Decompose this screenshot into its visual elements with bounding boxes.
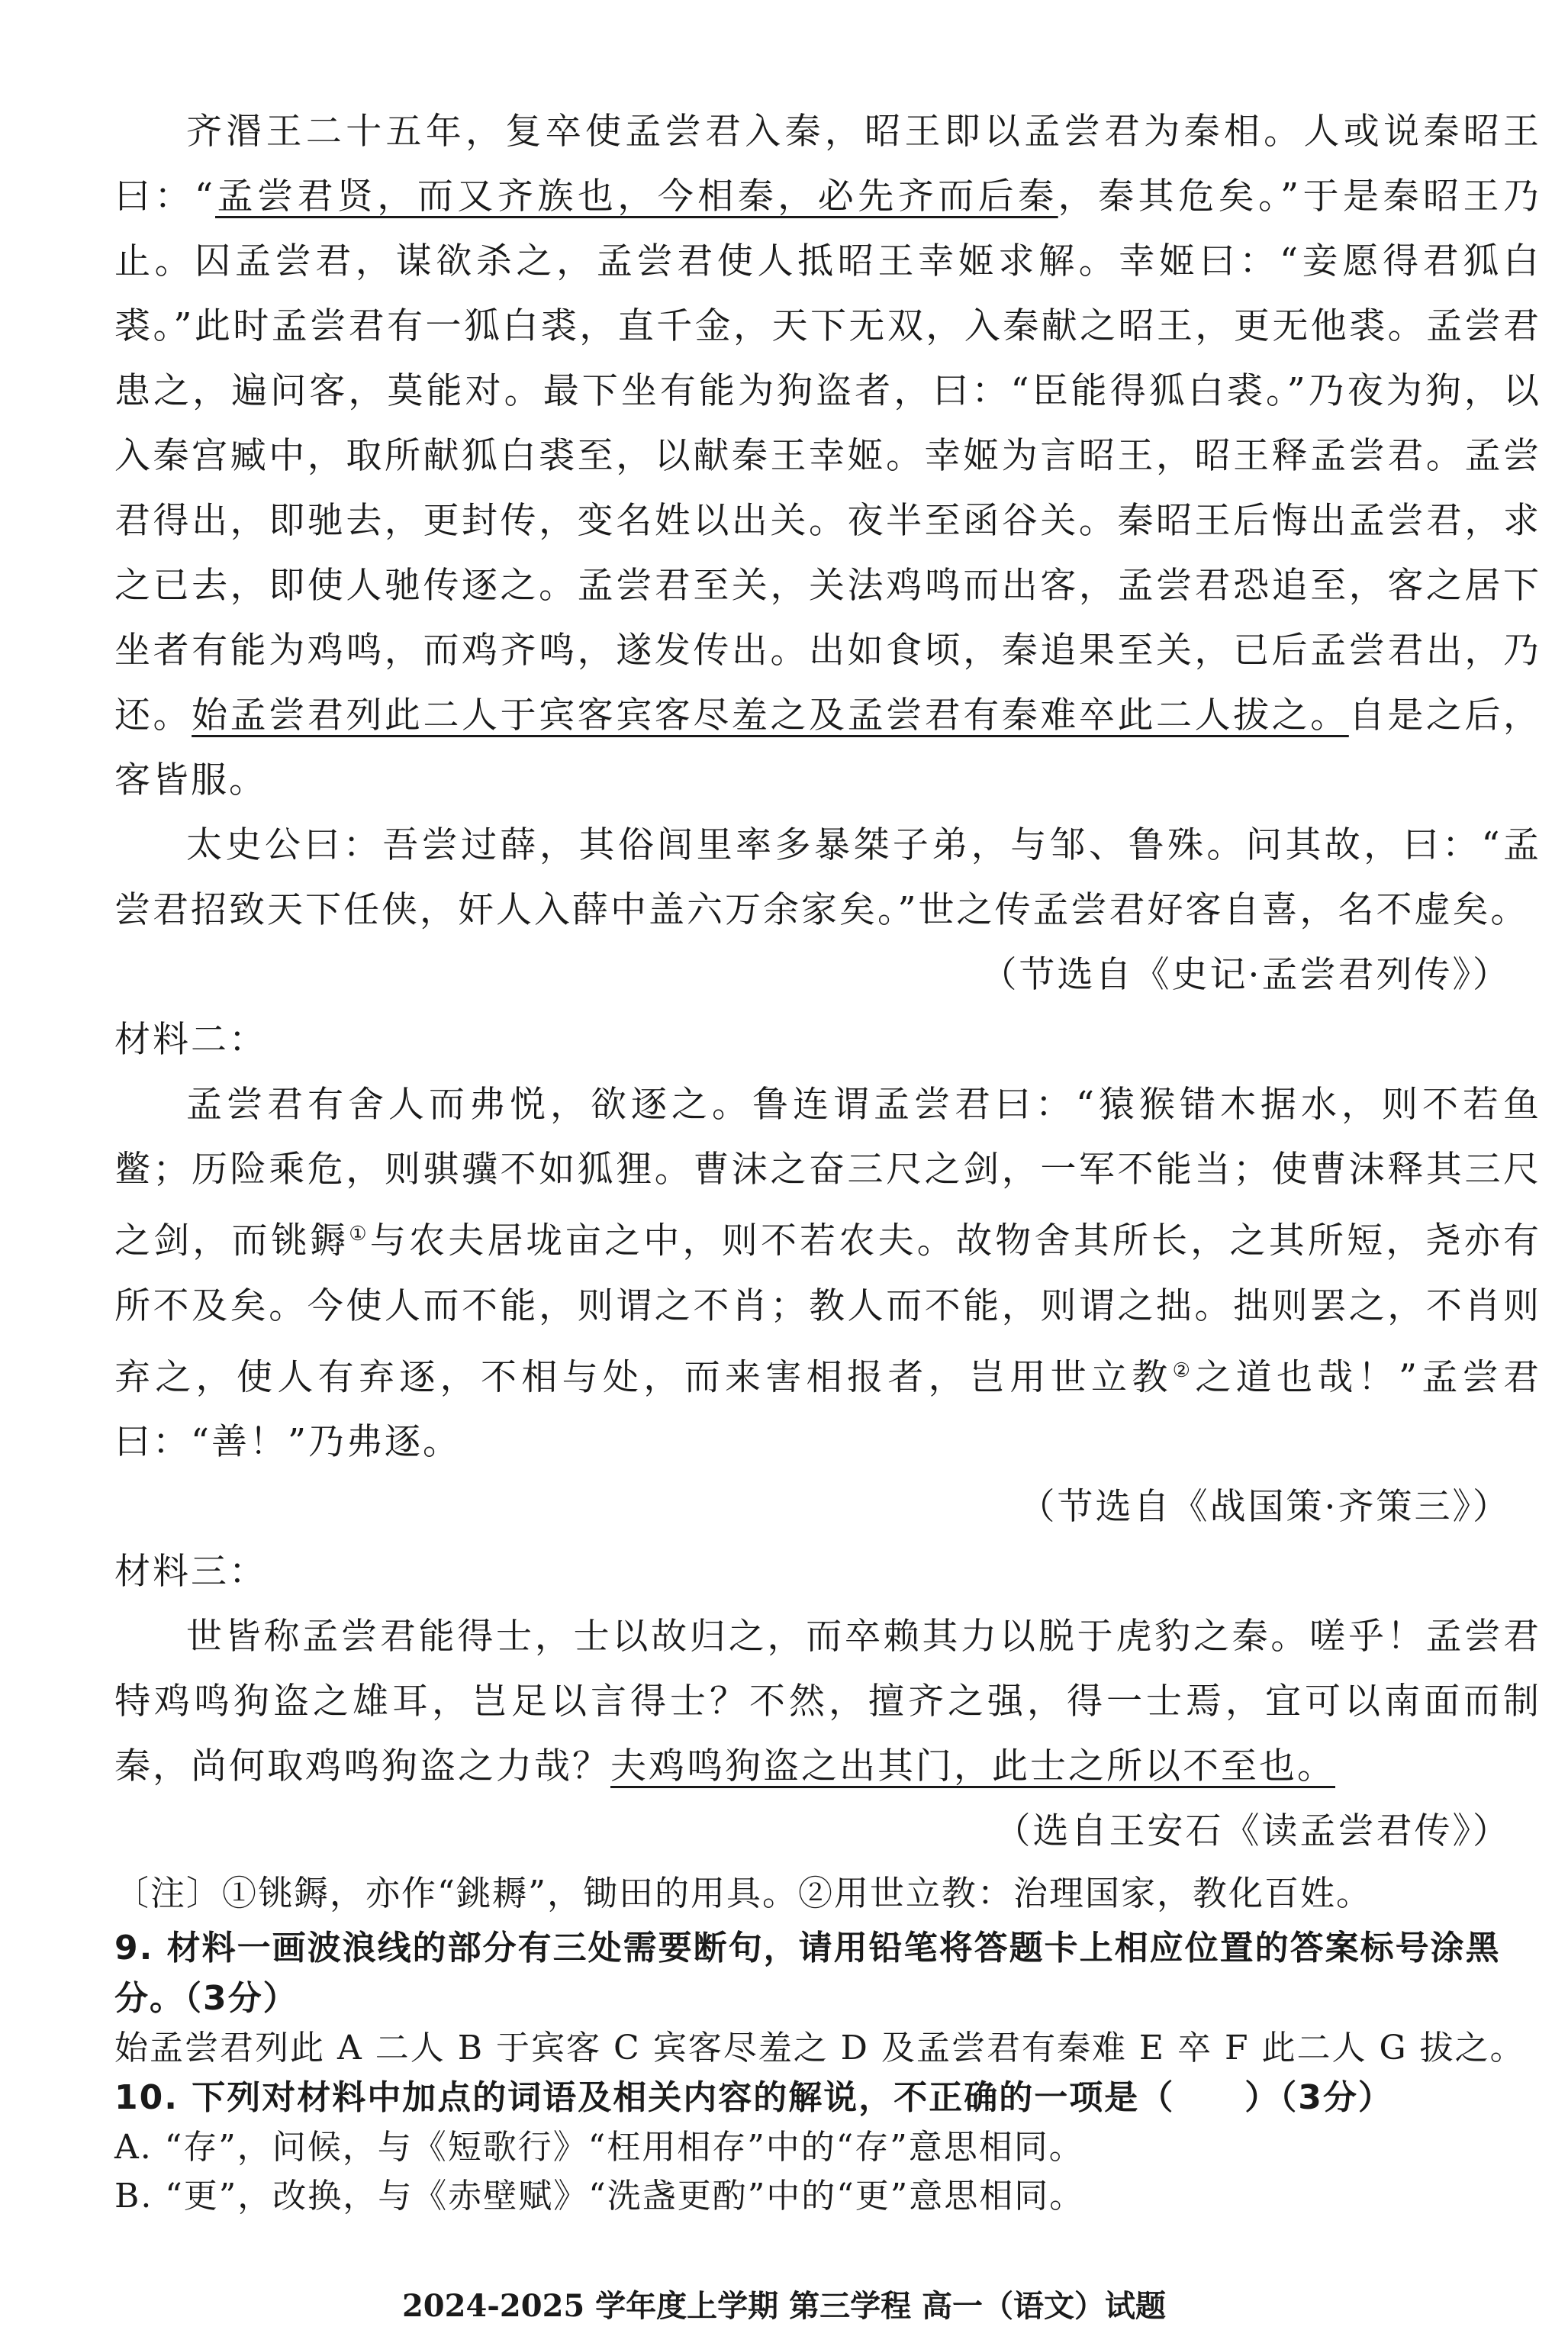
underlined-sentence: 孟尝君贤，而又齐族也，今相秦，必先齐而后秦 <box>215 176 1058 218</box>
material2-paragraph: 孟尝君有舍人而弗悦，欲逐之。鲁连谓孟尝君曰：“猿猴错木据水，则不若鱼鳖；历险乘危，则骐骥不如狐狸。曹沫之奋三尺之剑，一军不能当；使曹沫释其三尺之剑，而铫鎒①与农夫居垅亩之中，则不若农夫。故物舍其所长，之其所短，尧亦有所不及矣。今使人而不能，则谓之不肖；教人而不能，则谓之拙。拙则罢之，不肖则弃之，使人有弃逐，不相与处，而来害相报者，岂用世立教②之道也哉！”孟尝君曰：“善！”乃弗逐。 <box>114 1084 1542 1464</box>
annotation-note: 〔注〕①铫鎒，亦作“銚耨”，锄田的用具。②用世立教：治理国家，教化百姓。 <box>114 1873 1373 1914</box>
material3-paragraph: 世皆称孟尝君能得士，士以故归之，而卒赖其力以脱于虎豹之秦。嗟乎！孟尝君特鸡鸣狗盗之雄耳，岂足以言得士？不然，擅齐之强，得一士焉，宜可以南面而制秦，尚何取鸡鸣狗盗之力哉？夫鸡鸣狗盗之出其门，此士之所以不至也。 <box>114 1616 1541 1788</box>
question-10-stem: 10. 下列对材料中加点的词语及相关内容的解说，不正确的一项是（ ）（3分） <box>114 2078 1393 2118</box>
material1-source: （节选自《史记·孟尝君列传》） <box>980 954 1511 996</box>
wavy-underlined-passage: 始孟尝君列此二人于宾客宾客尽羞之及孟尝君有秦难卒此二人拔之。 <box>192 695 1349 736</box>
footnote-marker-2: ② <box>1172 1358 1196 1382</box>
material1-paragraph2: 太史公曰：吾尝过薛，其俗闾里率多暴桀子弟，与邹、鲁殊。问其故，曰：“孟尝君招致天下任侠，奸人入薛中盖六万余家矣。”世之传孟尝君好客自喜，名不虚矣。 <box>114 824 1541 931</box>
material1-paragraph1: 齐湣王二十五年，复卒使孟尝君入秦，昭王即以孟尝君为秦相。人或说秦昭王曰：“孟尝君贤，而又齐族也，今相秦，必先齐而后秦，秦其危矣。”于是秦昭王乃止。囚孟尝君，谋欲杀之，孟尝君使人抵昭王幸姬求解。幸姬曰：“妾愿得君狐白裘。”此时孟尝君有一狐白裘，直千金，天下无双，入秦献之昭王，更无他裘。孟尝君患之，遍问客，莫能对。最下坐有能为狗盗者，曰：“臣能得狐白裘。”乃夜为狗，以入秦宫臧中，取所献狐白裘至，以献秦王幸姬。幸姬为言昭王，昭王释孟尝君。孟尝君得出，即驰去，更封传，变名姓以出关。夜半至函谷关。秦昭王后悔出孟尝君，求之已去，即使人驰传逐之。孟尝君至关，关法鸡鸣而出客，孟尝君恐追至，客之居下坐者有能为鸡鸣，而鸡齐鸣，遂发传出。出如食顷，秦追果至关，已后孟尝君出，乃还。始孟尝君列此二人于宾客宾客尽羞之及孟尝君有秦难卒此二人拔之。自是之后，客皆服。 <box>114 111 1542 801</box>
footnote-marker-1: ① <box>349 1223 370 1246</box>
page-footer: 2024-2025 学年度上学期 第三学程 高一（语文）试题 <box>401 2288 1167 2324</box>
underlined-sentence-2: 夫鸡鸣狗盗之出其门，此士之所以不至也。 <box>610 1745 1335 1788</box>
material2-source: （节选自《战国策·齐策三》） <box>1019 1486 1511 1529</box>
exam-page <box>114 99 1541 2221</box>
question-10-option-a: A. “存”，问候，与《短歌行》“枉用相存”中的“存”意思相同。 <box>114 2128 1084 2167</box>
material2-label: 材料二： <box>114 1019 267 1061</box>
question-9-stem: 9. 材料一画波浪线的部分有三处需要断句，请用铅笔将答题卡上相应位置的答案标号涂黑分。（3分） <box>114 1929 1501 2019</box>
question-9-line: 始孟尝君列此 A 二人 B 于宾客 C 宾客尽羞之 D 及孟尝君有秦难 E 卒 F 此二人 G 拔之。 <box>114 2029 1525 2068</box>
material3-source: （选自王安石《读孟尝君传》） <box>994 1810 1511 1853</box>
material3-label: 材料三： <box>114 1551 267 1594</box>
question-10-option-b: B. “更”，改换，与《赤壁赋》“洗盏更酌”中的“更”意思相同。 <box>114 2177 1085 2216</box>
